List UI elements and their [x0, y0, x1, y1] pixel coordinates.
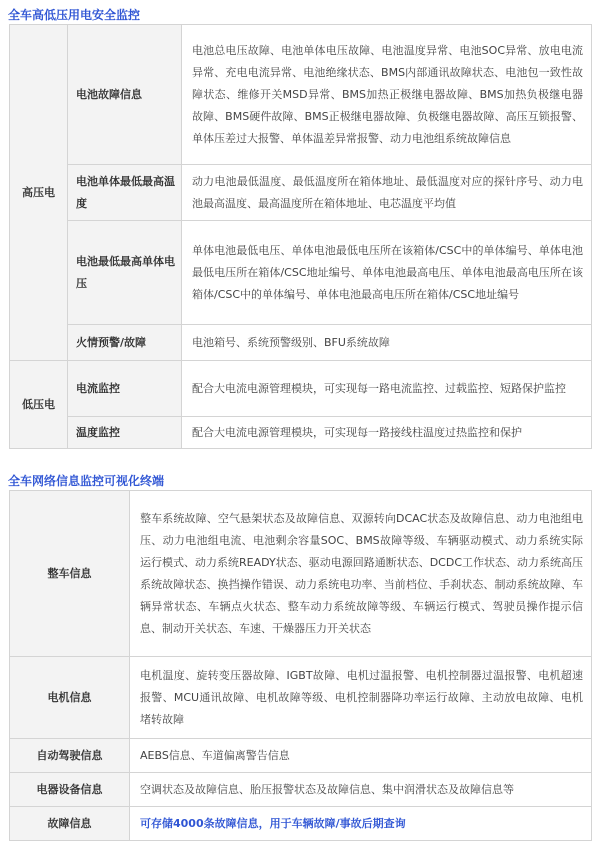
section2-title: 全车网络信息监控可视化终端	[8, 474, 165, 488]
row-value: 动力电池最低温度、最低温度所在箱体地址、最低温度对应的探针序号、动力电池最高温度、最高温度所在箱体地址、电芯温度平均值	[182, 165, 592, 221]
hv-lv-safety-table	[9, 24, 592, 449]
row-value: 整车系统故障、空气悬架状态及故障信息、双源转向DCAC状态及故障信息、动力电池组电压、动力电池组电流、电池剩余容量SOC、BMS故障等级、车辆驱动模式、动力系统实际运行模式、动力系统READY状态、驱动电源回路通断状态、DCDC工作状态、动力系统高压系统故障状态、换挡操作错误、动力系统电功率、当前档位、手刹状态、制动系统故障、车辆异常状态、车辆点火状态、整车动力系统故障等级、车辆运行模式、驾驶员操作提示信息、制动开关状态、车速、干燥器压力开关状态	[130, 491, 592, 657]
table-row	[10, 807, 592, 841]
network-monitor-table	[9, 490, 592, 841]
row-label: 整车信息	[10, 491, 130, 657]
table-row	[10, 361, 592, 417]
table-row	[10, 417, 592, 449]
row-value: 配合大电流电源管理模块，可实现每一路电流监控、过载监控、短路保护监控	[182, 361, 592, 417]
row-label: 温度监控	[68, 417, 182, 449]
row-value: 单体电池最低电压、单体电池最低电压所在该箱体/CSC中的单体编号、单体电池最低电压所在箱体/CSC地址编号、单体电池最高电压、单体电池最高电压所在该箱体/CSC中的单体编号、单体电池最高电压所在箱体/CSC地址编号	[182, 221, 592, 325]
row-label: 故障信息	[10, 807, 130, 841]
row-label: 电流监控	[68, 361, 182, 417]
row-value: 电机温度、旋转变压器故障、IGBT故障、电机过温报警、电机控制器过温报警、电机超速报警、MCU通讯故障、电机故障等级、电机控制器降功率运行故障、主动放电故障、电机堵转故障	[130, 657, 592, 739]
row-value: 配合大电流电源管理模块，可实现每一路接线柱温度过热监控和保护	[182, 417, 592, 449]
row-label: 电池最低最高单体电压	[68, 221, 182, 325]
row-value: 空调状态及故障信息、胎压报警状态及故障信息、集中润滑状态及故障信息等	[130, 773, 592, 807]
table-row	[10, 25, 592, 165]
section1-title: 全车高低压用电安全监控	[8, 8, 141, 22]
group-label-low-voltage: 低压电	[10, 361, 68, 449]
row-value-highlight: 可存储4000条故障信息，用于车辆故障/事故后期查询	[130, 807, 592, 841]
row-value: 电池箱号、系统预警级别、BFU系统故障	[182, 325, 592, 361]
row-value: 电池总电压故障、电池单体电压故障、电池温度异常、电池SOC异常、放电电流异常、充电电流异常、电池绝缘状态、BMS内部通讯故障状态、电池包一致性故障状态、维修开关MSD异常、BMS加热正极继电器故障、BMS加热负极继电器故障、BMS硬件故障、BMS正极继电器故障、负极继电器故障、高压互锁报警、单体压差过大报警、单体温差异常报警、动力电池组系统故障信息	[182, 25, 592, 165]
table-row	[10, 739, 592, 773]
row-label: 电器设备信息	[10, 773, 130, 807]
row-label: 电机信息	[10, 657, 130, 739]
table-row	[10, 165, 592, 221]
table-row	[10, 657, 592, 739]
row-value: AEBS信息、车道偏离警告信息	[130, 739, 592, 773]
row-label: 电池故障信息	[68, 25, 182, 165]
row-label: 自动驾驶信息	[10, 739, 130, 773]
row-label: 火情预警/故障	[68, 325, 182, 361]
group-label-high-voltage: 高压电	[10, 25, 68, 361]
row-label: 电池单体最低最高温度	[68, 165, 182, 221]
table-row	[10, 221, 592, 325]
table-row	[10, 773, 592, 807]
table-row	[10, 491, 592, 657]
table-row	[10, 325, 592, 361]
